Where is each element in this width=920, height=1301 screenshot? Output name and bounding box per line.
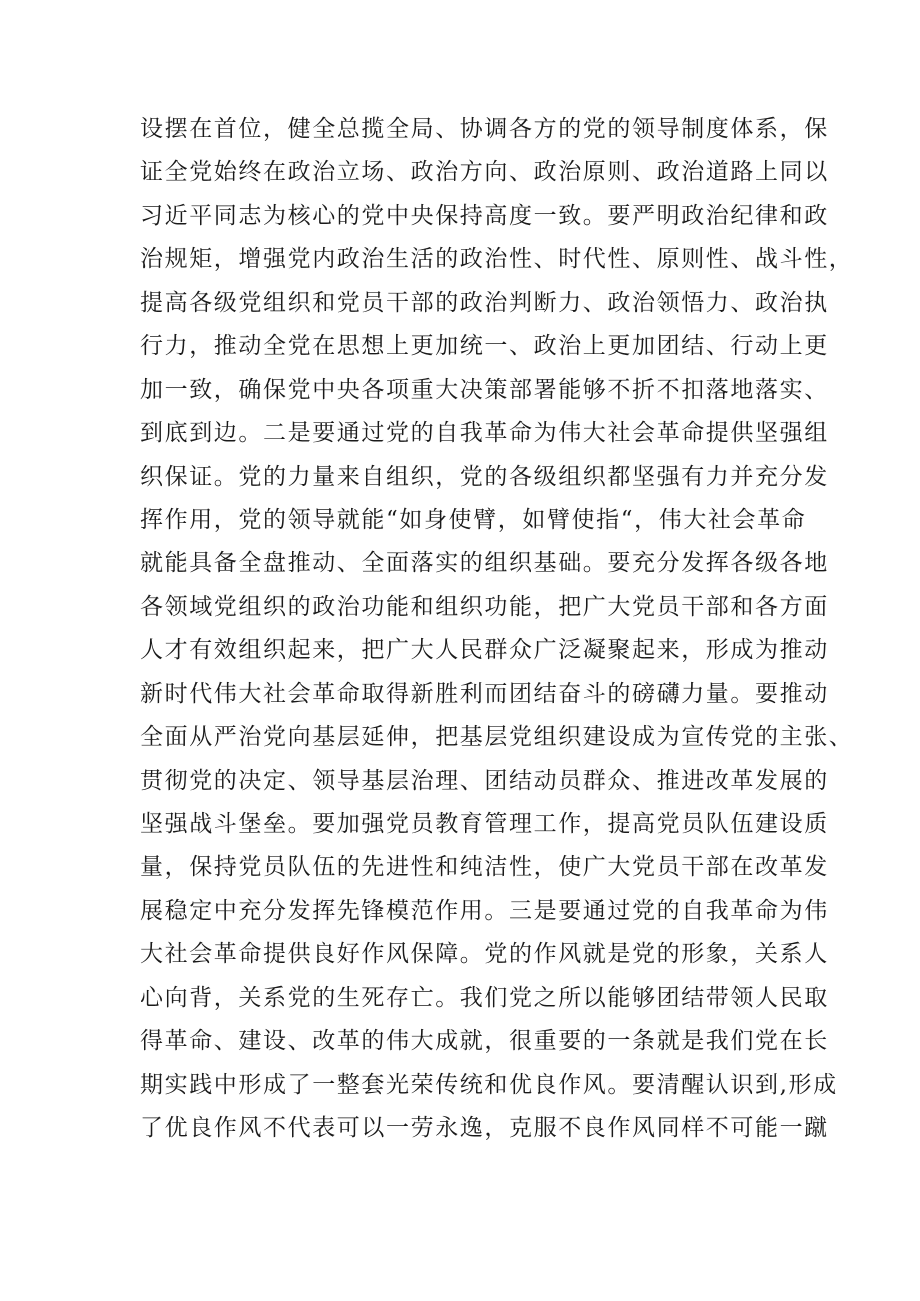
text-line: 了优良作风不代表可以一劳永逸，克服不良作风同样不可能一蹴 — [140, 1115, 829, 1142]
text-line: 全面从严治党向基层延伸，把基层党组织建设成为宣传党的主张、 — [140, 724, 854, 751]
text-line: 大社会革命提供良好作风保障。党的作风就是党的形象，关系人 — [140, 941, 829, 968]
text-line: 新时代伟大社会革命取得新胜利而团结奋斗的磅礴力量。要推动 — [140, 680, 829, 707]
text-line: 得革命、建设、改革的伟大成就，很重要的一条就是我们党在长 — [140, 1028, 829, 1055]
text-line: 提高各级党组织和党员干部的政治判断力、政治领悟力、政治执 — [140, 289, 829, 316]
text-line: 量，保持党员队伍的先进性和纯洁性，使广大党员干部在改革发 — [140, 854, 829, 881]
text-line: 加一致，确保党中央各项重大决策部署能够不折不扣落地落实、 — [140, 376, 829, 403]
body-text — [140, 108, 854, 1151]
text-line: 到底到边。二是要通过党的自我革命为伟大社会革命提供坚强组 — [140, 420, 829, 447]
text-line: 设摆在首位，健全总揽全局、协调各方的党的领导制度体系，保 — [140, 116, 829, 142]
text-line: 织保证。党的力量来自组织，党的各级组织都坚强有力并充分发 — [140, 463, 829, 490]
text-line: 展稳定中充分发挥先锋模范作用。三是要通过党的自我革命为伟 — [140, 897, 829, 924]
text-line: 期实践中形成了一整套光荣传统和优良作风。要清醒认识到,形成 — [140, 1071, 838, 1098]
text-line: 证全党始终在政治立场、政治方向、政治原则、政治道路上同以 — [140, 159, 829, 186]
text-line: 贯彻党的决定、领导基层治理、团结动员群众、推进改革发展的 — [140, 767, 829, 794]
text-line: 坚强战斗堡垒。要加强党员教育管理工作，提高党员队伍建设质 — [140, 811, 829, 837]
text-line: 习近平同志为核心的党中央保持高度一致。要严明政治纪律和政 — [140, 202, 829, 229]
text-line: 行力，推动全党在思想上更加统一、政治上更加团结、行动上更 — [140, 333, 829, 360]
text-line: 治规矩，增强党内政治生活的政治性、时代性、原则性、战斗性， — [140, 246, 854, 273]
text-line: 挥作用，党的领导就能“如身使臂，如臂使指“，伟大社会革命 — [140, 506, 807, 533]
text-line: 各领域党组织的政治功能和组织功能，把广大党员干部和各方面 — [140, 593, 829, 620]
text-line: 心向背，关系党的生死存亡。我们党之所以能够团结带领人民取 — [140, 984, 829, 1011]
text-line: 人才有效组织起来，把广大人民群众广泛凝聚起来，形成为推动 — [140, 637, 829, 664]
text-line: 就能具备全盘推动、全面落实的组织基础。要充分发挥各级各地 — [140, 550, 829, 577]
